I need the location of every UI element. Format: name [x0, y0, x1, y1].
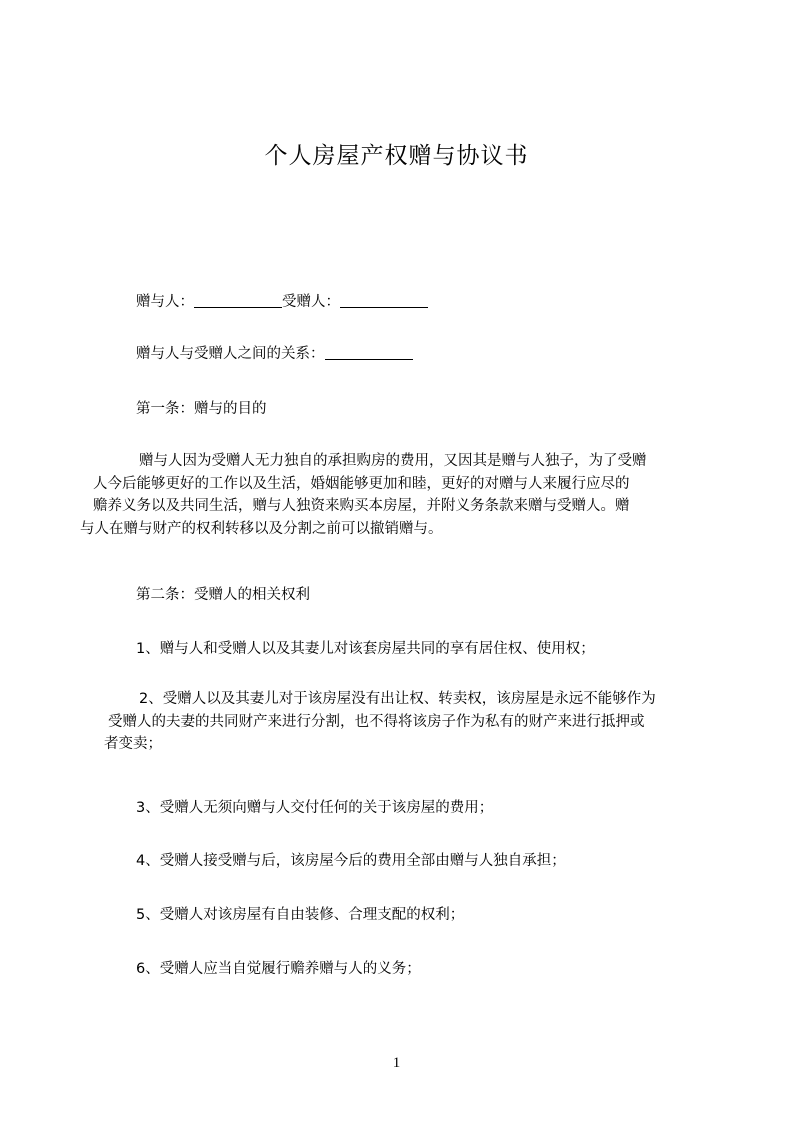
article2-item-4: 4、受赠人接受赠与后，该房屋今后的费用全部由赠与人独自承担；: [136, 853, 566, 869]
item2-line: 2、受赠人以及其妻儿对于该房屋没有出让权、转卖权，该房屋是永远不能够作为: [139, 691, 656, 707]
article1-line: 赠与人因为受赠人无力独自的承担购房的费用，又因其是赠与人独子，为了受赠: [139, 453, 647, 469]
donee-blank: [340, 293, 428, 308]
article2-item-5: 5、受赠人对该房屋有自由装修、合理支配的权利；: [136, 907, 465, 923]
relation-blank: [325, 345, 413, 360]
relation-line: [136, 343, 413, 365]
article1-line: 赡养义务以及共同生活，赠与人独资来购买本房屋，并附义务条款来赠与受赠人。赠: [93, 498, 630, 514]
donor-label: 赠与人：: [136, 294, 194, 310]
article1-line: 与人在赠与财产的权利转移以及分割之前可以撤销赠与。: [80, 520, 443, 537]
article1-line: 人今后能够更好的工作以及生活，婚姻能够更加和睦，更好的对赠与人来履行应尽的: [93, 475, 630, 492]
parties-line: [136, 291, 428, 313]
article1-heading: 第一条：赠与的目的: [136, 401, 267, 417]
donee-label: 受赠人：: [282, 294, 340, 310]
document-title: 个人房屋产权赠与协议书: [264, 143, 529, 169]
article2-item-3: 3、受赠人无须向赠与人交付任何的关于该房屋的费用；: [136, 800, 494, 816]
article2-item-1: 1、赠与人和受赠人以及其妻儿对该套房屋共同的享有居住权、使用权；: [136, 641, 595, 657]
page-number: 1: [392, 1055, 401, 1071]
relation-label: 赠与人与受赠人之间的关系：: [136, 346, 325, 362]
article2-item-6: 6、受赠人应当自觉履行赡养赠与人的义务；: [136, 961, 421, 977]
article1-paragraph: [80, 450, 647, 540]
donor-blank: [194, 293, 282, 308]
item2-line: 者变卖；: [104, 736, 162, 752]
article2-item-2: [104, 688, 656, 756]
item2-line: 受赠人的夫妻的共同财产来进行分割，也不得将该房子作为私有的财产来进行抵押或: [108, 713, 645, 730]
article2-heading: 第二条：受赠人的相关权利: [136, 587, 310, 603]
